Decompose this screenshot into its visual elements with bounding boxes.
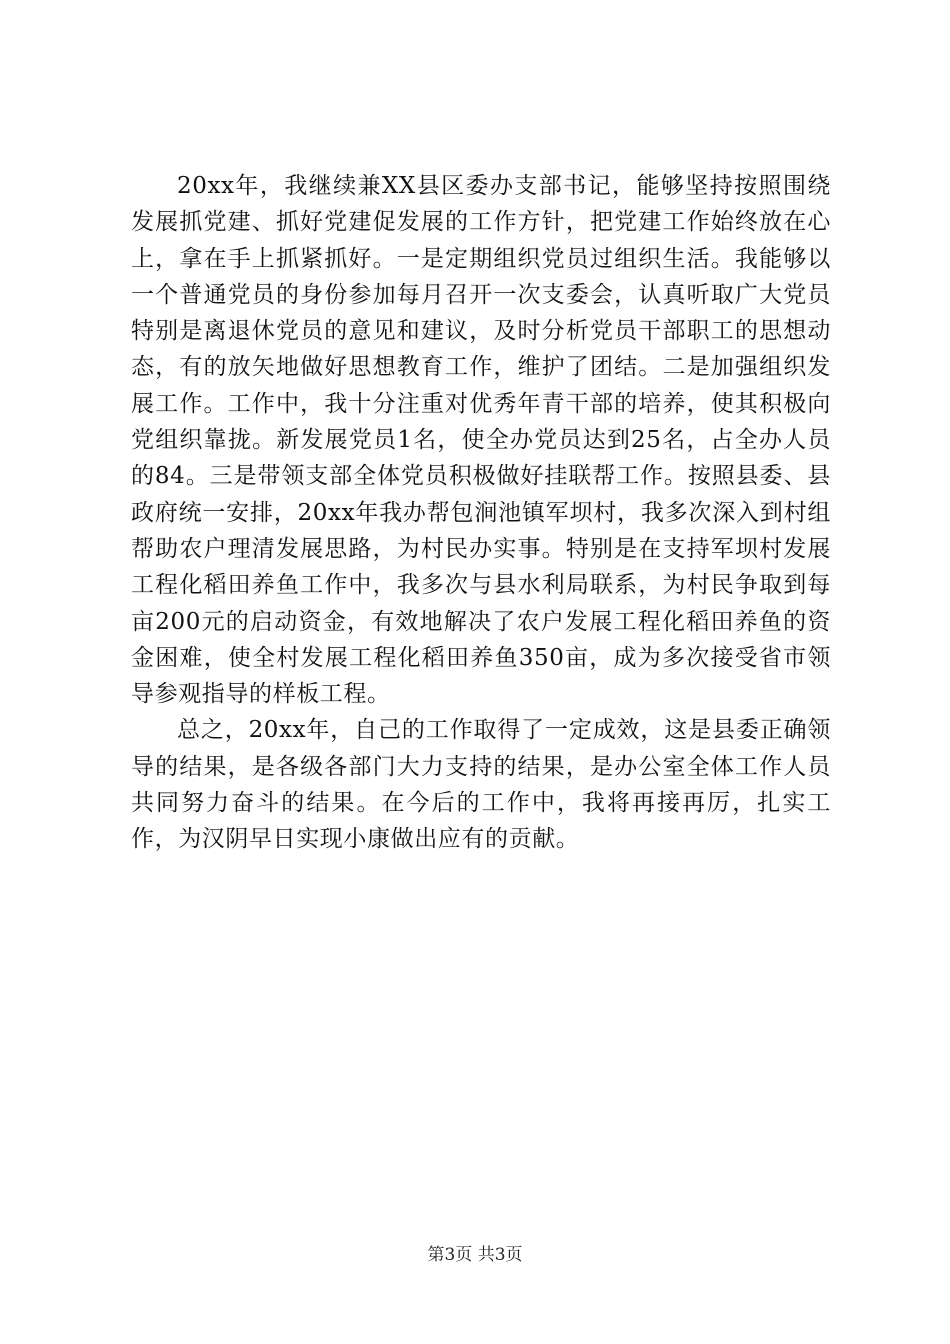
- page-number-footer: 第3页 共3页: [427, 1245, 523, 1265]
- paragraph-party-building: 20xx年，我继续兼XX县区委办支部书记，能够坚持按照围绕发展抓党建、抓好党建促发展的工作方针，把党建工作始终放在心上，拿在手上抓紧抓好。一是定期组织党员过组织生活。我能够以一个普通党员的身份参加每月召开一次支委会，认真听取广大党员特别是离退休党员的意见和建议，及时分析党员干部职工的思想动态，有的放矢地做好思想教育工作，维护了团结。二是加强组织发展工作。工作中，我十分注重对优秀年青干部的培养，使其积极向党组织靠拢。新发展党员1名，使全办党员达到25名，占全办人员的84。三是带领支部全体党员积极做好挂联帮工作。按照县委、县政府统一安排，20xx年我办帮包涧池镇军坝村，我多次深入到村组帮助农户理清发展思路，为村民办实事。特别是在支持军坝村发展工程化稻田养鱼工作中，我多次与县水利局联系，为村民争取到每亩200元的启动资金，有效地解决了农户发展工程化稻田养鱼的资金困难，使全村发展工程化稻田养鱼350亩，成为多次接受省市领导参观指导的样板工程。: [131, 173, 831, 708]
- document-body: [131, 168, 831, 858]
- paragraph-conclusion: 总之，20xx年，自己的工作取得了一定成效，这是县委正确领导的结果，是各级各部门大力支持的结果，是办公室全体工作人员共同努力奋斗的结果。在今后的工作中，我将再接再厉，扎实工作，为汉阴早日实现小康做出应有的贡献。: [131, 717, 831, 853]
